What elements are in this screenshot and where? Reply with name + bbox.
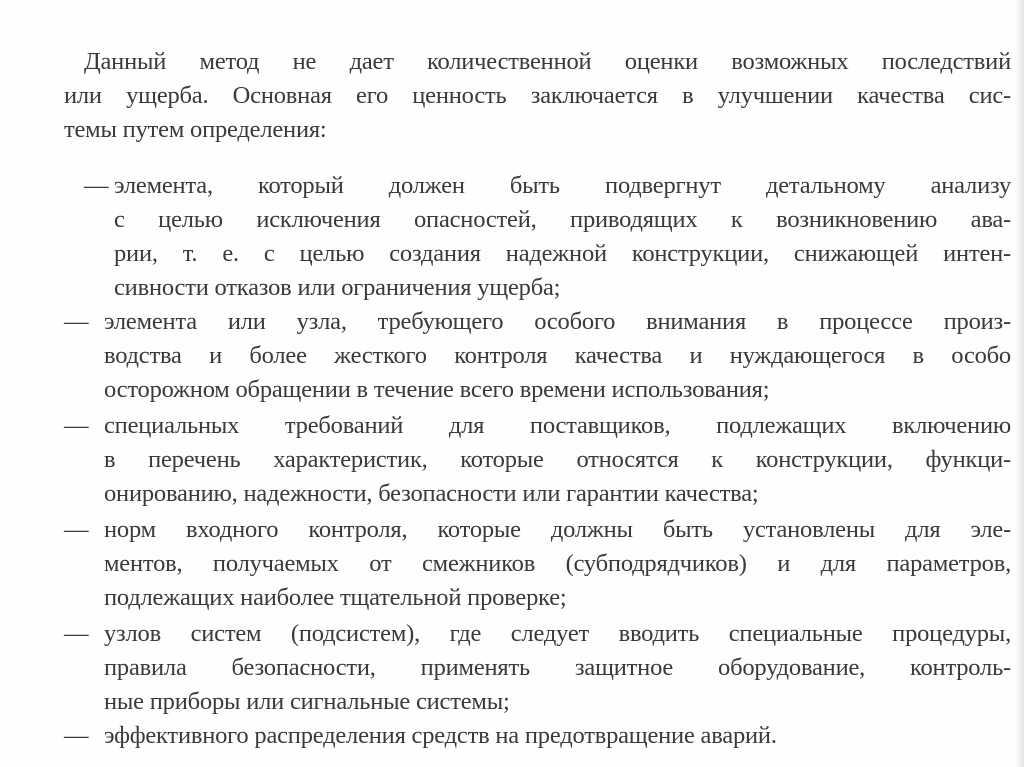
list-item-line: водства и более жесткого контроля качества и нуждающегося в особо bbox=[104, 342, 1011, 369]
paragraph-line: или ущерба. Основная его ценность заключается в улучшении качества сис- bbox=[64, 82, 1011, 109]
list-item-line: ные приборы или сигнальные системы; bbox=[104, 688, 510, 715]
list-dash: — bbox=[64, 620, 89, 647]
list-dash: — bbox=[64, 412, 89, 439]
list-item-line: рии, т. е. с целью создания надежной конструкции, снижающей интен- bbox=[114, 240, 1011, 267]
list-item-line: норм входного контроля, которые должны быть установлены для эле- bbox=[104, 516, 1011, 543]
list-item-line: осторожном обращении в течение всего времени использования; bbox=[104, 376, 770, 403]
list-dash: — bbox=[64, 516, 89, 543]
list-item-line: элемента, который должен быть подвергнут детальному анализу bbox=[114, 172, 1011, 199]
list-item-line: ментов, получаемых от смежников (субподрядчиков) и для параметров, bbox=[104, 550, 1011, 577]
page-edge-shadow bbox=[1016, 0, 1024, 767]
list-item-line: правила безопасности, применять защитное оборудование, контроль- bbox=[104, 654, 1011, 681]
list-item-line: с целью исключения опасностей, приводящих к возникновению ава- bbox=[114, 206, 1011, 233]
list-item-line: в перечень характеристик, которые относятся к конструкции, функци- bbox=[104, 446, 1011, 473]
list-item-line: онированию, надежности, безопасности или гарантии качества; bbox=[104, 480, 759, 507]
list-dash: — bbox=[64, 308, 89, 335]
list-dash: — bbox=[84, 172, 109, 199]
list-dash: — bbox=[64, 722, 89, 749]
list-item-line: специальных требований для поставщиков, подлежащих включению bbox=[104, 412, 1011, 439]
paragraph-line: Данный метод не дает количественной оценки возможных последствий bbox=[84, 48, 1011, 75]
list-item-line: сивности отказов или ограничения ущерба; bbox=[114, 274, 561, 301]
list-item-line: элемента или узла, требующего особого внимания в процессе произ- bbox=[104, 308, 1011, 335]
list-item-line: узлов систем (подсистем), где следует вводить специальные процедуры, bbox=[104, 620, 1011, 647]
list-item-line: эффективного распределения средств на предотвращение аварий. bbox=[104, 722, 777, 749]
paragraph-line: темы путем определения: bbox=[64, 116, 327, 143]
list-item-line: подлежащих наиболее тщательной проверке; bbox=[104, 584, 567, 611]
